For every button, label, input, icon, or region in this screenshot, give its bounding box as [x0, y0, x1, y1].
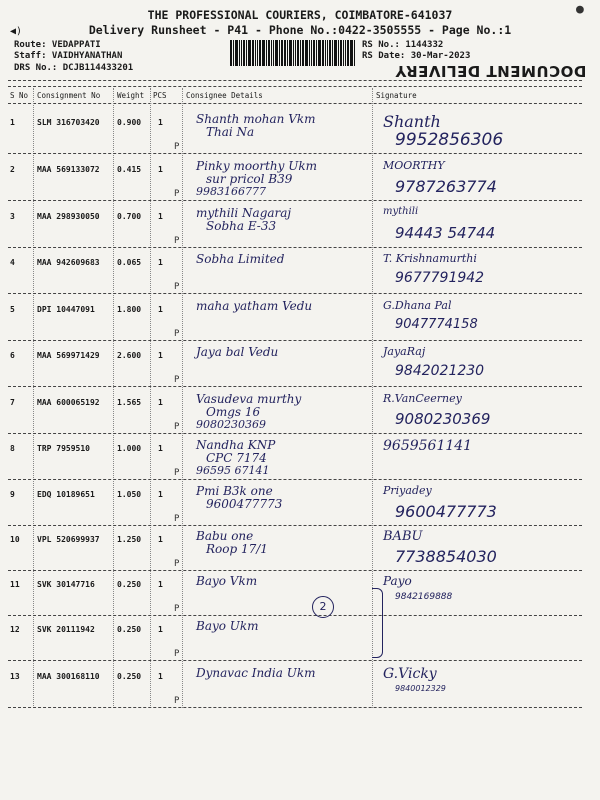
pcs-value: 1 — [158, 258, 163, 267]
signature-handwriting: G.Dhana Pal — [383, 299, 452, 312]
consignee-handwriting: Bayo Ukm — [196, 619, 259, 633]
signature-handwriting: 94443 54744 — [395, 224, 496, 242]
consignee-handwriting: Vasudeva murthy — [196, 392, 302, 406]
consignee-handwriting: Bayo Vkm — [196, 574, 258, 588]
weight-value: 0.700 — [117, 212, 142, 221]
barcode — [230, 40, 356, 66]
col-sno: S No — [10, 91, 29, 100]
row-divider — [8, 293, 582, 294]
p-mark: P — [174, 422, 180, 432]
p-mark: P — [174, 468, 180, 478]
row-sno: 11 — [10, 580, 20, 589]
pcs-value: 1 — [158, 580, 163, 589]
pcs-value: 1 — [158, 490, 163, 499]
row-divider — [8, 479, 582, 480]
p-mark: P — [174, 236, 180, 246]
consignee-handwriting: Nandha KNP — [196, 438, 276, 452]
signature-handwriting: mythili — [383, 206, 419, 217]
drs-number: DRS No.: DCJB114433201 — [14, 63, 134, 73]
consignment-number: MAA 569133072 — [37, 165, 100, 174]
weight-value: 0.250 — [117, 672, 142, 681]
p-mark: P — [174, 649, 180, 659]
signature-handwriting: MOORTHY — [383, 159, 445, 172]
pcs-value: 1 — [158, 444, 163, 453]
consignee-handwriting: Pinky moorthy Ukm — [196, 159, 317, 173]
pcs-value: 1 — [158, 305, 163, 314]
consignment-number: MAA 569971429 — [37, 351, 100, 360]
consignment-number: EDQ 10189651 — [37, 490, 95, 499]
pcs-value: 1 — [158, 165, 163, 174]
signature-handwriting: 9842021230 — [395, 363, 485, 379]
consignee-handwriting: Pmi B3k one — [196, 484, 273, 498]
col-consignment: Consignment No — [37, 91, 101, 100]
consignee-handwriting: 9080230369 — [196, 418, 266, 431]
col-signature: Signature — [376, 91, 417, 100]
signature-handwriting: 9659561141 — [383, 438, 473, 454]
pcs-value: 1 — [158, 672, 163, 681]
consignee-handwriting: 9983166777 — [196, 185, 266, 198]
row-sno: 6 — [10, 351, 15, 360]
pcs-value: 1 — [158, 212, 163, 221]
row-divider — [8, 200, 582, 201]
signature-handwriting: 9952856306 — [395, 130, 504, 150]
consignment-number: SVK 30147716 — [37, 580, 95, 589]
signature-handwriting: 9842169888 — [395, 592, 453, 602]
p-mark: P — [174, 604, 180, 614]
consignee-handwriting: Roop 17/1 — [206, 542, 268, 556]
signature-handwriting: Priyadey — [383, 484, 432, 497]
signature-handwriting: 9047774158 — [395, 317, 478, 332]
speaker-icon: ◀) — [10, 26, 23, 37]
pcs-value: 1 — [158, 118, 163, 127]
signature-handwriting: 7738854030 — [395, 547, 497, 566]
staff-label: Staff: VAIDHYANATHAN — [14, 51, 123, 61]
row-divider — [8, 386, 582, 387]
consignee-handwriting: 96595 67141 — [196, 464, 270, 477]
consignment-number: SVK 20111942 — [37, 625, 95, 634]
consignment-number: DPI 10447091 — [37, 305, 95, 314]
col-pcs: PCS — [153, 91, 167, 100]
col-weight: Weight — [117, 91, 145, 100]
p-mark: P — [174, 696, 180, 706]
signature-handwriting: 9787263774 — [395, 177, 497, 196]
pcs-value: 1 — [158, 398, 163, 407]
consignee-handwriting: 9600477773 — [206, 497, 283, 511]
row-sno: 3 — [10, 212, 15, 221]
row-divider — [8, 525, 582, 526]
weight-value: 2.600 — [117, 351, 142, 360]
bell-icon: ● — [576, 2, 584, 17]
row-sno: 7 — [10, 398, 15, 407]
consignee-handwriting: Shanth mohan Vkm — [196, 112, 316, 126]
consignee-handwriting: Dynavac India Ukm — [196, 666, 316, 680]
consignee-handwriting: CPC 7174 — [206, 451, 267, 465]
row-divider — [8, 433, 582, 434]
company-title: THE PROFESSIONAL COURIERS, COIMBATORE-641037 — [147, 8, 453, 22]
p-mark: P — [174, 282, 180, 292]
signature-handwriting: 9840012329 — [395, 684, 446, 693]
signature-handwriting: BABU — [383, 529, 423, 544]
p-mark: P — [174, 375, 180, 385]
row-divider — [8, 615, 582, 616]
consignee-handwriting: Babu one — [196, 529, 254, 543]
weight-value: 0.415 — [117, 165, 142, 174]
row-sno: 4 — [10, 258, 15, 267]
col-consignee: Consignee Details — [186, 91, 263, 100]
p-mark: P — [174, 142, 180, 152]
row-divider — [8, 707, 582, 708]
row-sno: 1 — [10, 118, 15, 127]
rs-date: RS Date: 30-Mar-2023 — [362, 51, 471, 61]
weight-value: 1.800 — [117, 305, 142, 314]
consignee-handwriting: sur pricol B39 — [206, 172, 293, 186]
weight-value: 1.565 — [117, 398, 142, 407]
weight-value: 0.900 — [117, 118, 142, 127]
consignee-handwriting: mythili Nagaraj — [196, 206, 292, 220]
consignee-handwriting: maha yatham Vedu — [196, 299, 313, 313]
row-sno: 10 — [10, 535, 20, 544]
divider — [8, 80, 582, 81]
p-mark: P — [174, 189, 180, 199]
consignment-number: SLM 316703420 — [37, 118, 100, 127]
signature-handwriting: Payo — [383, 574, 412, 588]
weight-value: 0.250 — [117, 625, 142, 634]
signature-handwriting: T. Krishnamurthi — [383, 252, 477, 265]
signature-handwriting: 9080230369 — [395, 410, 491, 428]
rs-number: RS No.: 1144332 — [362, 40, 444, 50]
weight-value: 1.000 — [117, 444, 142, 453]
signature-handwriting: Shanth — [383, 112, 441, 131]
runsheet-title: Delivery Runsheet - P41 - Phone No.:0422-3505555 - Page No.:1 — [88, 23, 512, 37]
signature-handwriting: 9600477773 — [395, 502, 497, 521]
route-label: Route: VEDAPPATI — [14, 40, 101, 50]
signature-handwriting: JayaRaj — [383, 345, 426, 358]
consignment-number: MAA 942609683 — [37, 258, 100, 267]
row-divider — [8, 570, 582, 571]
signature-handwriting: G.Vicky — [383, 666, 437, 682]
weight-value: 0.065 — [117, 258, 142, 267]
consignment-number: MAA 600065192 — [37, 398, 100, 407]
p-mark: P — [174, 329, 180, 339]
consignee-handwriting: Thai Na — [206, 125, 255, 139]
weight-value: 0.250 — [117, 580, 142, 589]
document-delivery-stamp: DOCUMENT DELIVERY — [395, 62, 587, 80]
row-sno: 8 — [10, 444, 15, 453]
row-divider — [8, 247, 582, 248]
consignee-handwriting: Sobha Limited — [196, 252, 285, 266]
consignment-number: MAA 298930050 — [37, 212, 100, 221]
consignee-handwriting: Omgs 16 — [206, 405, 261, 419]
pcs-value: 1 — [158, 351, 163, 360]
row-sno: 5 — [10, 305, 15, 314]
consignment-number: TRP 7959510 — [37, 444, 90, 453]
weight-value: 1.250 — [117, 535, 142, 544]
divider — [8, 103, 582, 104]
p-mark: P — [174, 559, 180, 569]
pcs-value: 1 — [158, 535, 163, 544]
divider — [8, 86, 582, 87]
consignment-number: MAA 300168110 — [37, 672, 100, 681]
consignee-handwriting: Sobha E-33 — [206, 219, 277, 233]
row-divider — [8, 340, 582, 341]
signature-handwriting: R.VanCeerney — [383, 392, 462, 405]
row-divider — [8, 153, 582, 154]
row-divider — [8, 660, 582, 661]
circled-number: 2 — [312, 596, 334, 618]
row-sno: 12 — [10, 625, 20, 634]
consignment-number: VPL 520699937 — [37, 535, 100, 544]
p-mark: P — [174, 514, 180, 524]
grouping-brace — [372, 588, 383, 658]
weight-value: 1.050 — [117, 490, 142, 499]
row-sno: 13 — [10, 672, 20, 681]
row-sno: 9 — [10, 490, 15, 499]
consignee-handwriting: Jaya bal Vedu — [196, 345, 279, 359]
pcs-value: 1 — [158, 625, 163, 634]
signature-handwriting: 9677791942 — [395, 270, 485, 286]
row-sno: 2 — [10, 165, 15, 174]
